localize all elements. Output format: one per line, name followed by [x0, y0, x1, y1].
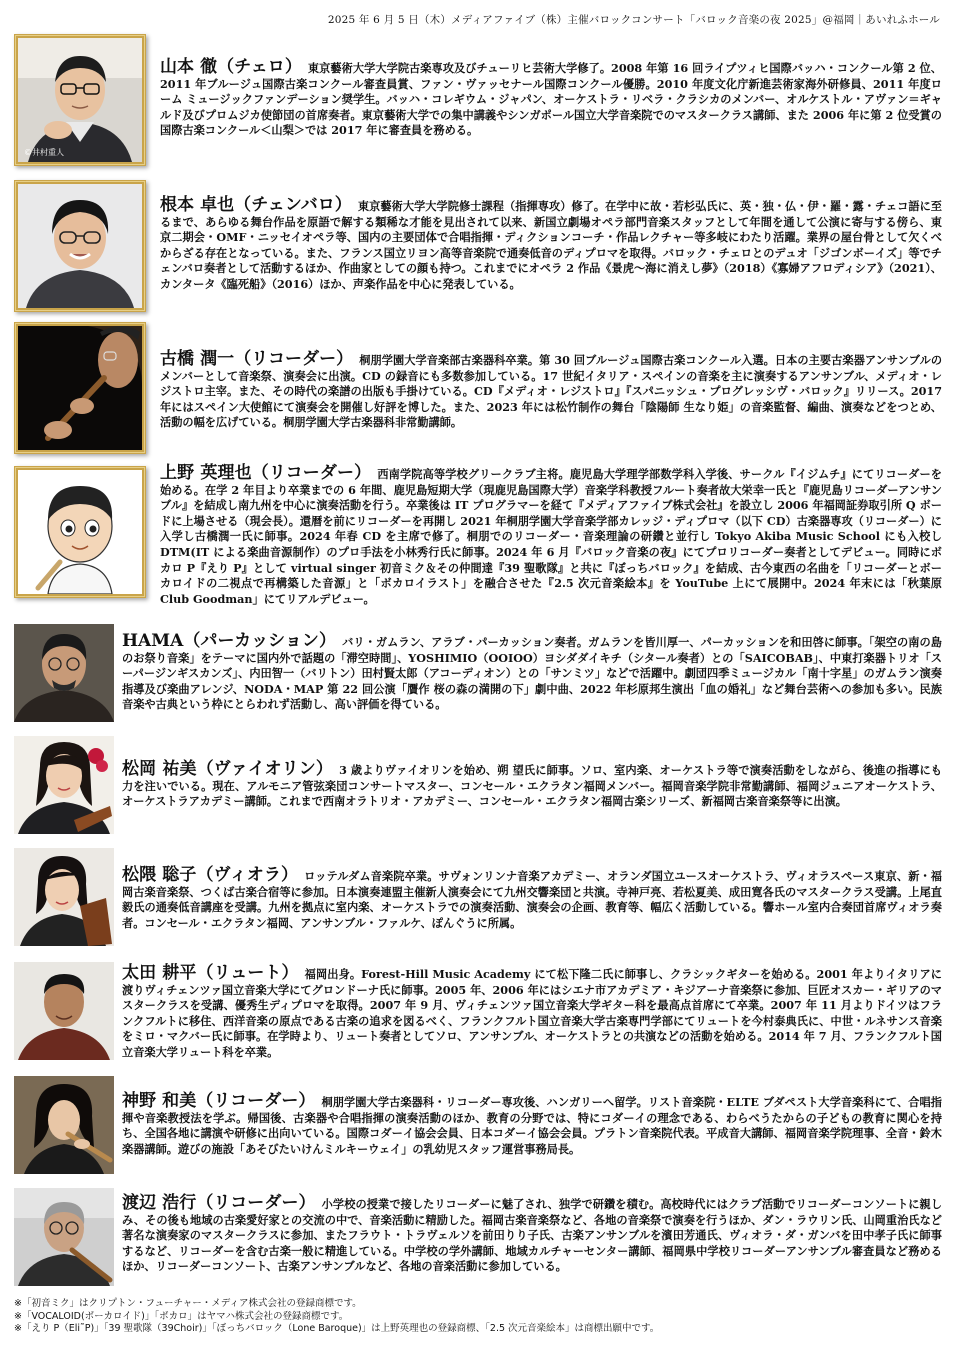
- harpsichordist-portrait-photo: [18, 184, 142, 308]
- member-name: 松岡 祐美（ヴァイオリン）: [122, 759, 334, 779]
- member-text: [160, 463, 942, 607]
- member-bio: 桐朋学園大学音楽部古楽器科卒業。第 30 回ブルージュ国際古楽コンクール入選。日本の主要古楽器アンサンブルのメンバーとして音楽祭、演奏会に出演。CD の録音にも多数参加している。17 世紀イタリア・スペインの音楽を主に演奏するアンサンブル、メディオ・レジストロ主宰。また、その時代の楽譜の出版も手掛けている。CD『メディオ・レジストロ』『スパニッシュ・プログレッシヴ・バロック』リリース。2017 年にはスペイン大使館にて演奏会を開催し好評を博した。また、2023 年には松竹制作の舞台「陰陽師 生なり姫」の音楽監督、編曲、演奏などをつとめ、活動の幅を広げている。桐朋学園大学古楽器科非常勤講師。: [160, 353, 943, 430]
- member-name: 古橋 潤一（リコーダー）: [160, 349, 354, 369]
- member-name: 根本 卓也（チェンバロ）: [160, 195, 352, 215]
- member-bio: 福岡出身。Forest-Hill Music Academy にて松下隆二氏に師事し、クラシックギターを始める。2001 年よりイタリアに渡りヴィチェンツァ国立音楽大学にてグロンドーナ氏に師事。2005 年、2006 年にはシエナ市アカデミア・キジアーナ音楽祭に参加、巨匠オスカー・ギリアのマスタークラスを受講、優秀生ディプロマを取得。2007 年 9 月、ヴィチェンツァ国立音楽大学ギター科を最高点首席にて卒業。2007 年 11 月よりドイツはフランクフルトに移住、西洋音楽の原点である古楽の追求を図るべく、フランクフルト国立音楽大学古楽専門学部にてリュートを今村泰典氏に、中世・ルネサンス音楽をミロ・マクバー氏に師事。在学時より、リュート奏者としてソロ、アンサンブル、オーケストラとの共演などの活動を始める。2014 年 7 月、フランクフルト国立音楽大学リュート科を卒業。: [122, 967, 942, 1059]
- member-name: HAMA（パーカッション）: [122, 631, 337, 651]
- member-photo: [14, 1076, 114, 1174]
- member-name: 上野 英理也（リコーダー）: [160, 463, 372, 483]
- member-entry: [14, 1076, 942, 1176]
- member-name: 山本 徹（チェロ）: [160, 57, 302, 77]
- lutenist-portrait-photo: [14, 962, 114, 1060]
- member-text: [122, 1091, 942, 1157]
- member-name: 渡辺 浩行（リコーダー）: [122, 1193, 316, 1213]
- member-photo: [14, 466, 146, 598]
- cellist-portrait-photo: [18, 38, 142, 162]
- member-entry: [14, 736, 942, 836]
- member-entry: [14, 322, 942, 456]
- violinist-portrait-photo: [14, 736, 114, 834]
- violist-portrait-photo: [14, 848, 114, 946]
- member-entry: [14, 463, 942, 616]
- member-entry: [14, 962, 942, 1062]
- footer-notes: [14, 1298, 659, 1336]
- member-text: [122, 759, 942, 810]
- member-bio: バリ・ガムラン、アラブ・パーカッション奏者。ガムランを皆川厚一、パーカッションを和田啓に師事。「架空の南の島のお祭り音楽」をテーマに国内外で話題の「滞空時間」、YOSHIMIO（OOIOO）ヨシダダイキチ（シタール奏者）との「SAICOBAB」、中東打楽器トリオ「スーパージンギスカンズ」、内田智一（バリトン）田村賢太郎（アコーディオン）との「サンミツ」などで活躍中。劇団四季ミュージカル「南十字星」のガムラン演奏指導及び楽曲アレンジ、NODA・MAP 第 22 回公演「贋作 桜の森の満開の下」劇中曲、2022 年杉原邦生演出「血の婚礼」など舞台芸術への参加も多い。民族音楽や古典という枠にとらわれず活動し、高い評価を得ている。: [122, 635, 942, 712]
- member-photo: [14, 180, 146, 312]
- member-name: 松隈 聡子（ヴィオラ）: [122, 865, 299, 885]
- page-header: 2025 年 6 月 5 日（木）メディアファイブ（株）主催バロックコンサート「バロック音楽の夜 2025」@福岡｜あいれふホール: [327, 14, 940, 26]
- footer-note: ※「初音ミク」はクリプトン・フューチャー・メディア株式会社の登録商標です。: [14, 1298, 362, 1309]
- photo-credit: ©井村重人: [24, 148, 64, 157]
- member-text: [122, 963, 942, 1061]
- cartoon-avatar-illustration: [18, 470, 142, 594]
- member-text: [122, 865, 942, 931]
- member-entry: [14, 34, 942, 168]
- member-photo: [14, 962, 114, 1060]
- member-bio: 小学校の授業で接したリコーダーに魅了され、独学で研鑽を積む。高校時代にはクラブ活動でリコーダーコンソートに親しみ、その後も地域の古楽愛好家との交流の中で、音楽活動に精励した。福岡古楽音楽祭など、各地の音楽祭で演奏を行うほか、ダン・ラウリン氏、山岡重治氏など著名な演奏家のマスタークラスに参加、またフラウト・トラヴェルソを前田りり子氏、古楽アンサンブルを濱田芳通氏、ヴィオラ・ダ・ガンバを田中孝子氏に師事するなど、リコーダーを含む古楽一般に精進している。中学校の学外講師、地域カルチャーセンター講師、福岡県中学校リコーダーアンサンブル審査員など務めるほか、リコーダーコンソート、古楽アンサンブルなど、各地の音楽活動に参加している。: [122, 1197, 943, 1274]
- member-text: [122, 631, 942, 713]
- member-bio: 東京藝術大学大学院古楽専攻及びチューリヒ芸術大学修了。2008 年第 16 回ライプツィヒ国際バッハ・コンクール第 2 位、2011 年ブルージュ国際古楽コンクール審査員賞、ファン・ヴァッセナール国際コンクール優勝。2010 年度文化庁新進芸術家海外研修員、2011 年度ローム ミュージックファンデーション奨学生。バッハ・コレギウム・ジャパン、オーケストラ・リベラ・クラシカのメンバー、オルケストル・アヴァン＝ギャルド及びプロムジカ使節団の首席奏者。東京藝術大学での集中講義やシンガポール国立大学音楽院でのマスタークラス講師、また 2006 年に第 2 位受賞の国際古楽コンクール＜山梨＞では 2017 年に審査員を務める。: [160, 61, 942, 138]
- member-photo: [14, 848, 114, 946]
- percussionist-portrait-photo: [14, 624, 114, 722]
- recorder-player-woman-photo: [14, 1076, 114, 1174]
- member-text: [160, 349, 943, 431]
- member-entry: [14, 624, 942, 724]
- member-entry: [14, 848, 942, 948]
- member-photo: [14, 322, 146, 454]
- member-text: [160, 57, 942, 139]
- recorder-player-man-photo: [14, 1188, 114, 1286]
- member-text: [160, 195, 942, 293]
- member-name: 太田 耕平（リュート）: [122, 963, 299, 983]
- member-text: [122, 1193, 943, 1275]
- member-bio: 西南学院高等学校グリークラブ主将。鹿児島大学理学部数学科入学後、サークル『イジムチ』にてリコーダーを始める。在学 2 年目より卒業までの 6 年間、鹿児島短期大学（現鹿児島国際大学）音楽学科教授フルート奏者故大栄幸一氏と『鹿児島リコーダーアンサンブル』を結成し南九州を中心に演奏活動を行う。卒業後は IT プログラマーを経て『メディアファイブ株式会社』を設立し 2006 年福岡証券取引所 Q ボードに上場させる（現会長）。還暦を前にリコーダーを再開し 2021 年桐朋学園大学音楽学部カレッジ・ディプロマ（以下 CD）古楽器専攻（リコーダー）に入学し古橋潤一氏に師事。2024 年春 CD を主席で修了。桐朋でのリコーダー・音楽理論の研鑽と並行し Tokyo Akiba Music School にも入校し DTM(IT による楽曲音源制作）のプロ手法を小林秀行氏に師事。2024 年 6 月『バロック音楽の夜』にてプロリコーダー奏者としてデビュー。同時にボカロ P『えり P』として virtual singer 初音ミク＆その仲間達『39 聖歌隊』と共に『ぼっちバロック』を結成、古今東西の名曲を「リコーダーとボーカロイドの二視点で再構築した音源」と「ボカロイラスト」を融合させた『2.5 次元音楽絵本』を YouTube 上にて展開中。2024 年末には「秋葉原 Club Goodman」にてリアルデビュー。: [160, 467, 942, 606]
- member-photo: [14, 1188, 114, 1286]
- member-bio: 東京藝術大学大学院修士課程（指揮専攻）修了。在学中に故・若杉弘氏に、英・独・仏・伊・羅・露・チェコ語に至るまで、あらゆる舞台作品を原語で解する類稀な才能を見出されて以来、新国立劇場オペラ部門音楽スタッフとして年間を通して公演に寄与する傍ら、東京二期会・OMF・ニッセイオペラ等、国内の主要団体で合唱指揮・ディクションコーチ・作品レクチャー等多岐にわたり活躍。業界の屋台骨として欠くべからざる存在となっている。また、フランス国立リヨン高等音楽院で通奏低音のディプロマを取得。バロック・チェロとのデュオ「ジゴンボーイズ」等でチェンバロ奏者として活動するほか、作曲家としての顔も持つ。これまでにオペラ 2 作品《景虎〜海に消えし夢》（2018）《寡婦アフロディシア》（2021）、カンタータ《臨死船》（2016）ほか、声楽作品を中心に発表している。: [160, 199, 942, 291]
- member-bio: ロッテルダム音楽院卒業。サヴォンリンナ音楽アカデミー、オランダ国立ユースオーケストラ、ヴィオラスペース東京、新・福岡古楽音楽祭、つくば古楽合宿等に参加。日本演奏連盟主催新人演奏会にて九州交響楽団と共演。寺神戸亮、若松夏美、成田寛各氏のマスタークラス受講。上尾直毅氏の通奏低音講座を受講。九州を拠点に室内楽、オーケストラでの演奏活動、演奏会の企画、教育等、幅広く活動している。響ホール室内合奏団首席ヴィオラ奏者。コンセール・エクラタン福岡、アンサンブル・ファルケ、ぽんぐうに所属。: [122, 869, 942, 930]
- member-bio: 3 歳よりヴァイオリンを始め、朔 望氏に師事。ソロ、室内楽、オーケストラ等で演奏活動をしながら、後進の指導にも力を注いでいる。現在、アルモニア管弦楽団コンサートマスター、コンセール・エクラタン福岡メンバー。福岡音楽学院非常勤講師、福岡ジュニアオーケストラ、オーケストラアカデミー講師。これまで西南オラトリオ・アカデミー、コンセール・エクラタン福岡古楽シリーズ、新福岡古楽音楽祭等に出演。: [122, 763, 942, 809]
- member-photo: [14, 736, 114, 834]
- member-photo: [14, 624, 114, 722]
- member-bio: 桐朋学園大学古楽器科・リコーダー専攻後、ハンガリーへ留学。リスト音楽院・ELTE ブダペスト大学音楽科にて、合唱指揮や音楽教授法を学ぶ。帰国後、古楽器や合唱指揮の演奏活動のほか、教育の分野では、特にコダーイの理念である、わらべうたからの子どもの教育に関心を持ち、全国各地に講演や研修に出向いている。国際コダーイ協会会員、日本コダーイ協会会員。プラトン音楽院代表。平成音大講師、福岡音楽学院理事、全音・鈴木楽器講師。遊びの施設「あそびたいけんミルキーウェイ」の乳幼児スタッフ運営事務局長。: [122, 1095, 942, 1156]
- member-photo: [14, 34, 146, 166]
- member-entry: [14, 1188, 942, 1288]
- footer-note: ※「えり P（Eli˜P)」「39 聖歌隊（39Choir)」「ぼっちバロック（Lone Baroque)」は上野英理也の登録商標、「2.5 次元音楽絵本」は商標出願中です。: [14, 1323, 660, 1334]
- footer-note: ※「VOCALOID(ボーカロイド)」「ボカロ」はヤマハ株式会社の登録商標です。: [14, 1310, 349, 1322]
- member-entry: [14, 180, 942, 314]
- recorder-player-dark-photo: [18, 326, 142, 450]
- member-name: 神野 和美（リコーダー）: [122, 1091, 316, 1111]
